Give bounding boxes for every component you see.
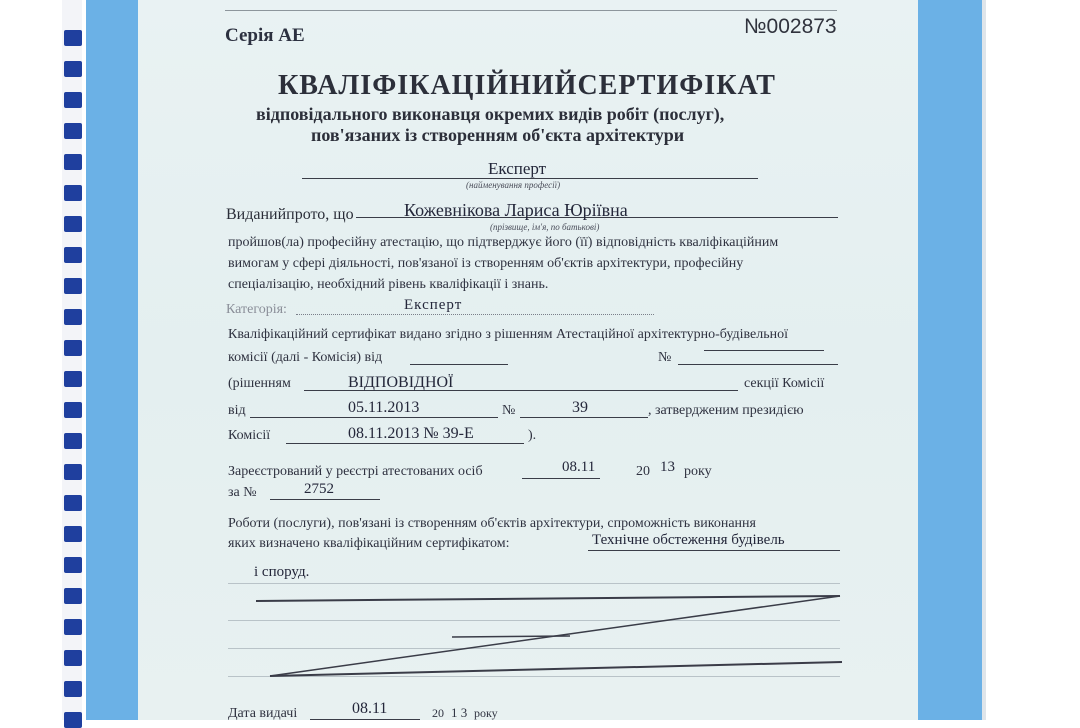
category-underline — [296, 314, 654, 315]
works-value-part2: і споруд. — [254, 564, 310, 580]
decision-date: 05.11.2013 — [348, 399, 420, 416]
binder-ring — [64, 650, 82, 666]
page-edge — [986, 0, 1080, 720]
decision-date2-underline — [250, 417, 498, 418]
issue-date-day: 08.11 — [352, 700, 388, 717]
category-value: Експерт — [404, 297, 463, 313]
works-line2-label: яких визначено кваліфікаційним сертифікатом: — [228, 536, 510, 551]
binder-ring — [64, 123, 82, 139]
profession-caption: (найменування професії) — [466, 180, 561, 190]
registry-number-label: за № — [228, 485, 257, 500]
profession-value: Експерт — [488, 159, 547, 178]
binder-ring — [64, 309, 82, 325]
commission-value: 08.11.2013 № 39-Е — [348, 425, 474, 442]
commission-close: ). — [528, 428, 537, 443]
binder-ring — [64, 30, 82, 46]
issued-to-label: Виданийпрото, що — [226, 206, 354, 223]
registry-year: 13 — [660, 459, 675, 475]
decision-number-underline — [678, 364, 838, 365]
binder-ring — [64, 185, 82, 201]
binder-ring — [64, 247, 82, 263]
binder-ring — [64, 464, 82, 480]
section-value: ВІДПОВІДНОЇ — [348, 374, 454, 391]
decision-from-label: від — [228, 403, 246, 418]
binder-ring — [64, 402, 82, 418]
works-value-underline — [588, 550, 840, 551]
certificate-title: КВАЛІФІКАЦІЙНИЙСЕРТИФІКАТ — [278, 70, 776, 101]
decision-number-label: № — [502, 403, 516, 418]
decision-approved-text: , затвердженим президією — [648, 403, 804, 418]
binder-ring — [64, 681, 82, 697]
decision-number2-underline — [520, 417, 648, 418]
binder-ring — [64, 154, 82, 170]
issue-date-label: Дата видачі — [228, 706, 298, 721]
registry-year-suffix: року — [684, 464, 712, 479]
binder-ring — [64, 433, 82, 449]
works-blank-line1 — [228, 583, 840, 584]
binder-ring — [64, 278, 82, 294]
works-value-part1: Технічне обстеження будівель — [592, 532, 785, 548]
binder-ring — [64, 619, 82, 635]
section-suffix: секції Комісії — [744, 376, 825, 391]
binder-ring — [64, 216, 82, 232]
strike-through-mark — [250, 590, 850, 680]
registry-year-prefix: 20 — [636, 464, 650, 479]
decision-date-underline — [410, 364, 508, 365]
decision-number-sign: № — [658, 350, 672, 365]
top-rule — [225, 10, 837, 11]
binder-ring — [64, 495, 82, 511]
issue-date-year-suffix: року — [474, 706, 498, 720]
binder-ring — [64, 92, 82, 108]
decision-number-overline — [704, 350, 824, 351]
binder-ring — [64, 588, 82, 604]
registry-date-underline — [522, 478, 600, 479]
decision-number-value: 39 — [572, 399, 588, 416]
series-label: Серія АЕ — [225, 25, 305, 46]
attestation-line3: спеціалізацію, необхідний рівень кваліфікації і знань. — [228, 277, 549, 292]
certificate-subtitle-line1: відповідального виконавця окремих видів робіт (послуг), — [256, 104, 725, 124]
registry-date: 08.11 — [562, 459, 596, 475]
registry-number-underline — [270, 499, 380, 500]
registry-label: Зареєстрований у реєстрі атестованих осіб — [228, 464, 483, 479]
attestation-line2: вимогам у сфері діяльності, пов'язаної із створенням об'єктів архітектури, професійну — [228, 256, 744, 271]
binder-ring — [64, 712, 82, 728]
decision-line2-label: комісії (далі - Комісія) від — [228, 350, 383, 365]
binder-ring — [64, 61, 82, 77]
binder-ring — [64, 371, 82, 387]
decision-prefix: (рішенням — [228, 376, 291, 391]
commission-underline — [286, 443, 524, 444]
decision-line1: Кваліфікаційний сертифікат видано згідно з рішенням Атестаційної архітектурно-будівельної — [228, 327, 788, 342]
binder-ring — [64, 557, 82, 573]
binder-ring — [64, 526, 82, 542]
attestation-line1: пройшов(ла) професійну атестацію, що підтверджує його (її) відповідність кваліфікаційним — [228, 235, 779, 250]
category-label: Категорія: — [226, 302, 287, 317]
binder-ring — [64, 340, 82, 356]
commission-label: Комісії — [228, 428, 271, 443]
binding-edge — [62, 0, 82, 720]
issue-date-year: 1 3 — [451, 705, 468, 720]
works-line1: Роботи (послуги), пов'язані із створенням об'єктів архітектури, спроможність виконання — [228, 516, 756, 531]
serial-number: №002873 — [744, 15, 837, 38]
registry-number: 2752 — [304, 481, 334, 497]
holder-name: Кожевнікова Лариса Юріївна — [404, 200, 628, 220]
holder-name-caption: (прізвище, ім'я, по батькові) — [490, 222, 600, 232]
certificate-subtitle-line2: пов'язаних із створенням об'єкта архітектури — [311, 125, 685, 145]
issue-date-year-prefix: 20 — [432, 706, 444, 720]
